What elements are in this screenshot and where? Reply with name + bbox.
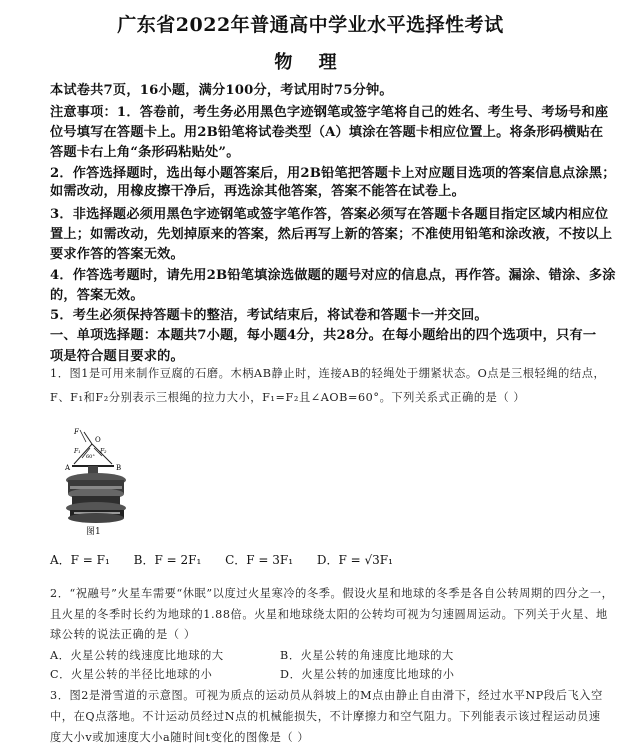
figure-caption: 图1: [86, 527, 101, 537]
section-heading: 一、单项选择题：本题共7小题，每小题4分，共28分。在每小题给出的四个选项中，只有一: [50, 328, 597, 343]
q1-option-b: B．F = 2F₁: [133, 553, 202, 567]
figure-label: F: [74, 428, 79, 436]
q2-stem-line: 2．“祝融号”火星车需要“休眠”以度过火星寒冷的冬季。假设火星和地球的冬季是各自公转周期的四分之一，: [50, 587, 614, 600]
q3-stem-line: 中，在Q点落地。不计运动员经过N点的机械能损失，不计摩擦力和空气阻力。下列能表示该过程运动员速: [50, 710, 601, 723]
notice-line: 答题卡右上角“条形码粘贴处”。: [50, 145, 240, 160]
notice-line: 的，答案无效。: [50, 288, 144, 303]
figure-label: B: [116, 464, 122, 472]
q1-stem-line: F、F₁和F₂分别表示三根绳的拉力大小，F₁=F₂且∠AOB=60°。下列关系式正确的是（ ）: [50, 391, 526, 404]
notice-line: 2．作答选择题时，选出每小题答案后，用2B铅笔把答题卡上对应题目选项的答案信息点涂黑；: [50, 166, 616, 181]
figure-label: F₂: [100, 448, 107, 455]
notice-line: 注意事项：1．答卷前，考生务必用黑色字迹钢笔或签字笔将自己的姓名、考生号、考场号和座: [50, 105, 609, 120]
notice-line: 要求作答的答案无效。: [50, 247, 184, 262]
q2-option-a: A．火星公转的线速度比地球的大: [50, 649, 224, 662]
q2-option-d: D．火星公转的加速度比地球的小: [280, 668, 455, 681]
notice-line: 4．作答选考题时，请先用2B铅笔填涂选做题的题号对应的信息点，再作答。漏涂、错涂、多涂: [50, 268, 616, 283]
q2-stem-line: 球公转的说法正确的是（ ）: [50, 628, 196, 641]
notice-line: 本试卷共7页，16小题，满分100分，考试用时75分钟。: [50, 83, 393, 98]
q3-stem-line: 度大小v或加速度大小a随时间t变化的图像是（ ）: [50, 731, 310, 744]
stone-mill-figure: [60, 424, 160, 538]
notice-line: 5．考生必须保持答题卡的整洁，考试结束后，将试卷和答题卡一并交回。: [50, 308, 488, 323]
q1-option-d: D．F = √3F₁: [316, 553, 393, 567]
q1-option-c: C．F = 3F₁: [225, 553, 294, 567]
figure-label: F₁: [74, 448, 81, 455]
notice-line: 置上；如需改动，先划掉原来的答案，然后再写上新的答案；不准使用铅笔和涂改液，不按以上: [50, 227, 613, 242]
q2-option-b: B．火星公转的角速度比地球的大: [280, 649, 454, 662]
exam-title: 广东省2022年普通高中学业水平选择性考试: [117, 14, 504, 36]
notice-line: 3．非选择题必须用黑色字迹钢笔或签字笔作答，答案必须写在答题卡各题目指定区域内相应位: [50, 207, 609, 222]
notice-line: 如需改动，用橡皮擦干净后，再选涂其他答案，答案不能答在试卷上。: [50, 184, 466, 199]
q3-stem-line: 3．图2是滑雪道的示意图。可视为质点的运动员从斜坡上的M点由静止自由滑下，经过水平NP段后飞入空: [50, 689, 603, 702]
q1-options: [50, 551, 413, 568]
figure-label: 60°: [86, 454, 95, 460]
q2-option-c: C．火星公转的半径比地球的小: [50, 668, 213, 681]
notice-line: 位号填写在答题卡上。用2B铅笔将试卷类型（A）填涂在答题卡相应位置上。将条形码横贴在: [50, 125, 604, 140]
figure-label: O: [95, 436, 101, 444]
subject-title: 物 理: [274, 52, 347, 73]
section-heading: 项是符合题目要求的。: [50, 349, 184, 364]
figure-label: A: [65, 464, 71, 472]
q2-stem-line: 且火星的冬季时长约为地球的1.88倍。火星和地球绕太阳的公转均可视为匀速圆周运动。下列关于火星、地: [50, 608, 608, 621]
q1-stem-line: 1．图1是可用来制作豆腐的石磨。木柄AB静止时，连接AB的轻绳处于绷紧状态。O点是三根轻绳的结点，: [50, 367, 606, 380]
q1-option-a: A．F = F₁: [50, 553, 110, 567]
